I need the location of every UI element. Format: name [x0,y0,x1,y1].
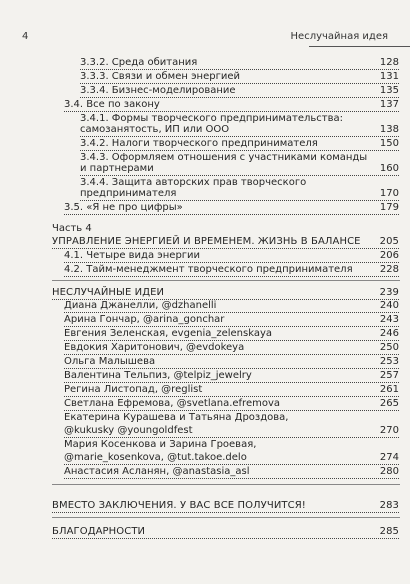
toc-entry-3-4-1-line1: 3.4.1. Формы творческого предпринимательства: [80,113,343,124]
section-divider [52,517,400,518]
toc-entry-3-4-4-line1: 3.4.4. Защита авторских прав творческого [80,177,307,188]
toc-entry-4-1: 4.1. Четыре вида энергии 206 [64,250,399,261]
toc-entry-3-5: 3.5. «Я не про цифры» 179 [64,202,399,213]
page-ref: 253 [379,356,399,367]
toc-entry-3-3-2: 3.3.2. Среда обитания 128 [80,57,399,68]
toc-idea-2: Арина Гончар, @arina_gonchar 243 [64,314,399,325]
page-ref: 179 [379,202,399,213]
toc-entry-3-4-3: и партнерами 160 [80,163,399,174]
toc-part-4: УПРАВЛЕНИЕ ЭНЕРГИЕЙ И ВРЕМЕНЕМ. ЖИЗНЬ В БАЛАНСЕ 205 [52,236,399,247]
toc-entry-3-4: 3.4. Все по закону 137 [64,99,399,110]
page-ref: 265 [379,398,399,409]
page-ref: 285 [379,526,399,537]
page-ref: 138 [379,124,399,135]
section-divider [52,484,400,485]
header-rule [309,46,410,47]
toc-idea-5: Ольга Малышева 253 [64,356,399,367]
toc-entry-3-3-4: 3.3.4. Бизнес-моделирование 135 [80,85,399,96]
toc-entry-3-4-4: предпринимателя 170 [80,188,399,199]
toc-entry-4-2: 4.2. Тайм-менеджмент творческого предпринимателя 228 [64,264,399,275]
section-divider [52,280,400,281]
page-ref: 283 [379,500,399,511]
toc-idea-9-line1: Екатерина Курашева и Татьяна Дроздова, [64,412,289,423]
page-ref: 205 [379,236,399,247]
page-ref: 257 [379,370,399,381]
page-ref: 243 [379,314,399,325]
toc-idea-8: Светлана Ефремова, @svetlana.efremova 265 [64,398,399,409]
page-ref: 274 [379,452,399,463]
toc-entry-3-3-3: 3.3.3. Связи и обмен энергией 131 [80,71,399,82]
page-number: 4 [22,31,29,42]
page-ref: 128 [379,57,399,68]
toc-idea-1: Диана Джанелли, @dzhanelli 240 [64,300,399,311]
page-ref: 280 [379,466,399,477]
page-ref: 206 [379,250,399,261]
page-ref: 261 [379,384,399,395]
toc-idea-11: Анастасия Асланян, @anastasia_asl 280 [64,466,399,477]
page-ref: 240 [379,300,399,311]
page-ref: 246 [379,328,399,339]
toc-idea-10: @marie_kosenkova, @tut.takoe.delo 274 [64,452,399,463]
page-ref: 131 [379,71,399,82]
toc-conclusion: ВМЕСТО ЗАКЛЮЧЕНИЯ. У ВАС ВСЕ ПОЛУЧИТСЯ! 283 [52,500,399,511]
page-header [0,0,410,47]
toc-ideas: НЕСЛУЧАЙНЫЕ ИДЕИ 239 [52,287,399,298]
toc-idea-9: @kukusky @youngoldfest 270 [64,425,399,436]
toc-entry-3-4-3-line1: 3.4.3. Оформляем отношения с участниками команды [80,152,368,163]
toc-acknowledgements: БЛАГОДАРНОСТИ 285 [52,526,399,537]
toc-idea-7: Регина Листопад, @reglist 261 [64,384,399,395]
toc-idea-6: Валентина Тельпиз, @telpiz_jewelry 257 [64,370,399,381]
toc-idea-3: Евгения Зеленская, evgenia_zelenskaya 246 [64,328,399,339]
page-ref: 270 [379,425,399,436]
toc-entry-3-4-2: 3.4.2. Налоги творческого предпринимателя 150 [80,138,399,149]
page-ref: 150 [379,138,399,149]
page-ref: 250 [379,342,399,353]
toc-entry-3-4-1: самозанятость, ИП или ООО 138 [80,124,399,135]
toc-idea-4: Евдокия Харитонович, @evdokeya 250 [64,342,399,353]
page-ref: 170 [379,188,399,199]
page-ref: 160 [379,163,399,174]
running-title: Неслучайная идея [290,31,388,42]
page-ref: 239 [379,287,399,298]
part-4-label: Часть 4 [52,223,92,234]
page-ref: 135 [379,85,399,96]
page-ref: 228 [379,264,399,275]
toc-idea-10-line1: Мария Косенкова и Зарина Гроевая, [64,439,257,450]
page-ref: 137 [379,99,399,110]
